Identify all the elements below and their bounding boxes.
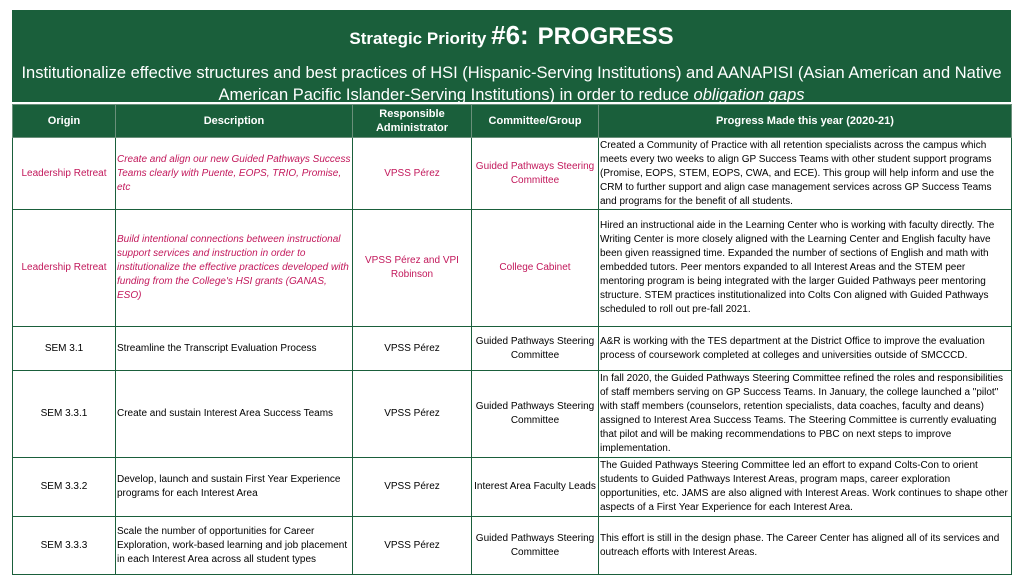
cell-committee: Guided Pathways Steering Committee xyxy=(472,517,599,575)
cell-progress: A&R is working with the TES department at the District Office to improve the evaluation process of coursework completed at colleges and universities outside of SMCCCD. xyxy=(599,327,1012,371)
table-header-row xyxy=(13,105,1012,138)
cell-committee: Guided Pathways Steering Committee xyxy=(472,371,599,458)
title-name: PROGRESS xyxy=(537,23,674,50)
cell-origin: Leadership Retreat xyxy=(13,138,116,210)
cell-progress: In fall 2020, the Guided Pathways Steering Committee refined the roles and responsibilities of staff members serving on GP Success Teams. In January, the college launched a "pilot" with staff members (counselors, retention specialists, data coaches, faculty and deans) assigned to Interest Area Success Teams. The Steering Committee is currently evaluating that pilot and will be making recommendations to PBC on next steps to improve implementation. xyxy=(599,371,1012,458)
subtitle-italic: obligation gaps xyxy=(693,86,805,104)
table-row xyxy=(13,371,1012,458)
cell-committee: Guided Pathways Steering Committee xyxy=(472,138,599,210)
cell-description: Build intentional connections between instructional support services and instruction in order to institutionalize the effective practices developed with funding from the College's HSI grants (GANAS, ESO) xyxy=(116,210,353,327)
cell-description: Develop, launch and sustain First Year Experience programs for each Interest Area xyxy=(116,458,353,517)
table-row xyxy=(13,327,1012,371)
cell-origin: SEM 3.3.3 xyxy=(13,517,116,575)
cell-description: Create and sustain Interest Area Success Teams xyxy=(116,371,353,458)
header-banner xyxy=(12,10,1011,102)
cell-administrator: VPSS Pérez xyxy=(353,327,472,371)
column-header-description: Description xyxy=(116,105,353,138)
cell-committee: College Cabinet xyxy=(472,210,599,327)
cell-committee: Interest Area Faculty Leads xyxy=(472,458,599,517)
cell-administrator: VPSS Pérez xyxy=(353,371,472,458)
page-subtitle xyxy=(16,62,1007,106)
column-header-administrator: Responsible Administrator xyxy=(353,105,472,138)
cell-origin: SEM 3.3.2 xyxy=(13,458,116,517)
progress-table xyxy=(12,104,1012,575)
cell-administrator: VPSS Pérez xyxy=(353,138,472,210)
subtitle-main: Institutionalize effective structures and best practices of HSI (Hispanic-Serving Institutions) and AANAPISI (Asian American and Native American Pacific Islander-Serving Institutions) in order to reduce xyxy=(21,64,1002,104)
page-title xyxy=(12,20,1011,55)
column-header-origin: Origin xyxy=(13,105,116,138)
cell-administrator: VPSS Pérez xyxy=(353,458,472,517)
title-number: #6: xyxy=(491,20,529,50)
title-prefix: Strategic Priority xyxy=(349,29,492,48)
cell-origin: SEM 3.3.1 xyxy=(13,371,116,458)
cell-progress: The Guided Pathways Steering Committee led an effort to expand Colts-Con to orient students to Guided Pathways Interest Areas, program maps, career exploration opportunities, etc. JAMS are also aligned with Interest Areas. Work continues to shape other aspects of a First Year Experience for each Interest Area. xyxy=(599,458,1012,517)
cell-administrator: VPSS Pérez xyxy=(353,517,472,575)
table-row xyxy=(13,210,1012,327)
table-row xyxy=(13,138,1012,210)
table-row xyxy=(13,458,1012,517)
column-header-progress: Progress Made this year (2020-21) xyxy=(599,105,1012,138)
cell-committee: Guided Pathways Steering Committee xyxy=(472,327,599,371)
cell-origin: SEM 3.1 xyxy=(13,327,116,371)
cell-description: Scale the number of opportunities for Career Exploration, work-based learning and job placement in each Interest Area across all student types xyxy=(116,517,353,575)
cell-administrator: VPSS Pérez and VPI Robinson xyxy=(353,210,472,327)
cell-description: Streamline the Transcript Evaluation Process xyxy=(116,327,353,371)
cell-origin: Leadership Retreat xyxy=(13,210,116,327)
cell-progress: Hired an instructional aide in the Learning Center who is working with faculty directly. The Writing Center is more closely aligned with the Learning Center and English faculty have been given reassigned time. Expanded the number of sections of English and math with embedded tutors. Peer mentors expanded to all Interest Areas and the STEM peer mentoring program is being integrated with the larger Guided Pathways peer mentoring structure. STEM practices institutionalized into Colts Con aligned with Guided Pathways scheduled to roll out pre-fall 2021. xyxy=(599,210,1012,327)
column-header-committee: Committee/Group xyxy=(472,105,599,138)
table-row xyxy=(13,517,1012,575)
cell-description: Create and align our new Guided Pathways Success Teams clearly with Puente, EOPS, TRIO, Promise, etc xyxy=(116,138,353,210)
cell-progress: This effort is still in the design phase. The Career Center has aligned all of its services and outreach efforts with Interest Areas. xyxy=(599,517,1012,575)
cell-progress: Created a Community of Practice with all retention specialists across the campus which meets every two weeks to align GP Success Teams with other student support programs (Promise, EOPS, STEM, EOPS, CWA, and ECE). This group will help inform and use the CRM to further support and align case management services across GP Success Teams and programs for the benefit of all students. xyxy=(599,138,1012,210)
